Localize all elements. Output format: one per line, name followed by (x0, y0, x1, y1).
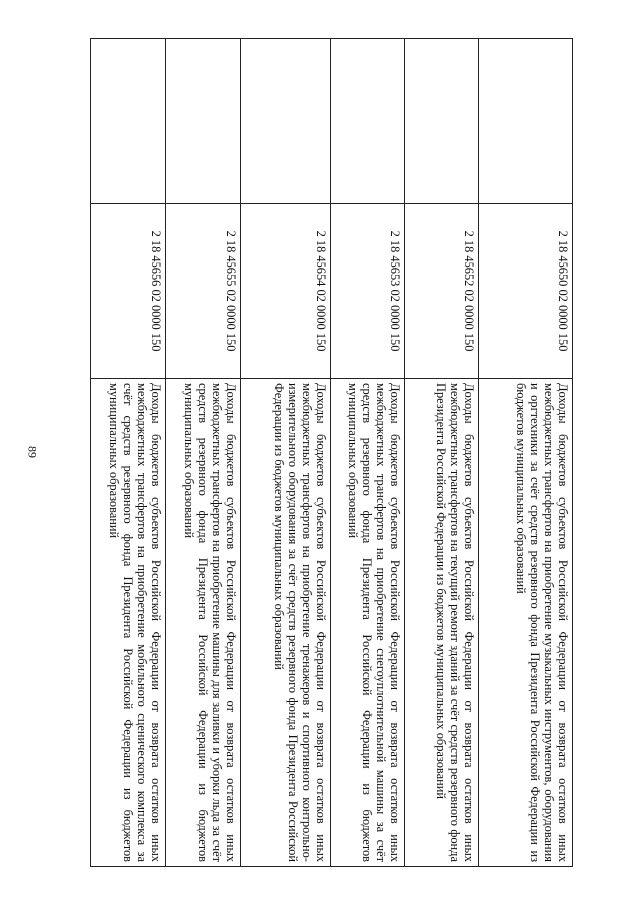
rotated-page (67, 38, 573, 866)
admin-cell (405, 39, 479, 204)
table-row (479, 39, 573, 867)
page-number: 89 (25, 446, 40, 458)
description-cell: Доходы бюджетов субъектов Российской Федерации от возврата остатков иных межбюджетных трансфертов на приобретение снегоуплотнительной машины за счёт средств резервного фонда Президента Российской Федерации из бюджетов муниципальных образований (331, 379, 405, 867)
table-row (241, 39, 331, 867)
admin-cell (479, 39, 573, 204)
admin-cell (241, 39, 331, 204)
budget-code-cell: 2 18 45654 02 0000 150 (241, 204, 331, 379)
revenue-code-table (90, 38, 573, 867)
table-row (166, 39, 241, 867)
description-cell: Доходы бюджетов субъектов Российской Федерации от возврата остатков иных межбюджетных трансфертов на приобретение музыкальных инструментов, оборудования и оргтехники за счёт средств резервного фонда Президента Российской Федерации из бюджетов муниципальных образований (479, 379, 573, 867)
budget-code-cell: 2 18 45656 02 0000 150 (91, 204, 166, 379)
budget-code-cell: 2 18 45650 02 0000 150 (479, 204, 573, 379)
admin-cell (166, 39, 241, 204)
admin-cell (91, 39, 166, 204)
admin-cell (331, 39, 405, 204)
description-cell: Доходы бюджетов субъектов Российской Федерации от возврата остатков иных межбюджетных трансфертов на приобретение мобильного сценического комплекса за счёт средств резервного фонда Президента Российской Федерации из бюджетов муниципальных образований (91, 379, 166, 867)
budget-code-cell: 2 18 45655 02 0000 150 (166, 204, 241, 379)
table-row (331, 39, 405, 867)
description-cell: Доходы бюджетов субъектов Российской Федерации от возврата остатков иных межбюджетных трансфертов на текущий ремонт зданий за счёт средств резервного фонда Президента Российской Федерации из бюджетов муниципальных образований (405, 379, 479, 867)
budget-code-cell: 2 18 45652 02 0000 150 (405, 204, 479, 379)
description-cell: Доходы бюджетов субъектов Российской Федерации от возврата остатков иных межбюджетных трансфертов на приобретение тренажеров и спортивного контрольно-измерительного оборудования за счёт средств резервного фонда Президента Российской Федерации из бюджетов муниципальных образований (241, 379, 331, 867)
description-cell: Доходы бюджетов субъектов Российской Федерации от возврата остатков иных межбюджетных трансфертов на приобретение машины для заливки и уборки льда за счёт средств резервного фонда Президента Российской Федерации из бюджетов муниципальных образований (166, 379, 241, 867)
table-row (405, 39, 479, 867)
budget-code-cell: 2 18 45653 02 0000 150 (331, 204, 405, 379)
table-row (91, 39, 166, 867)
